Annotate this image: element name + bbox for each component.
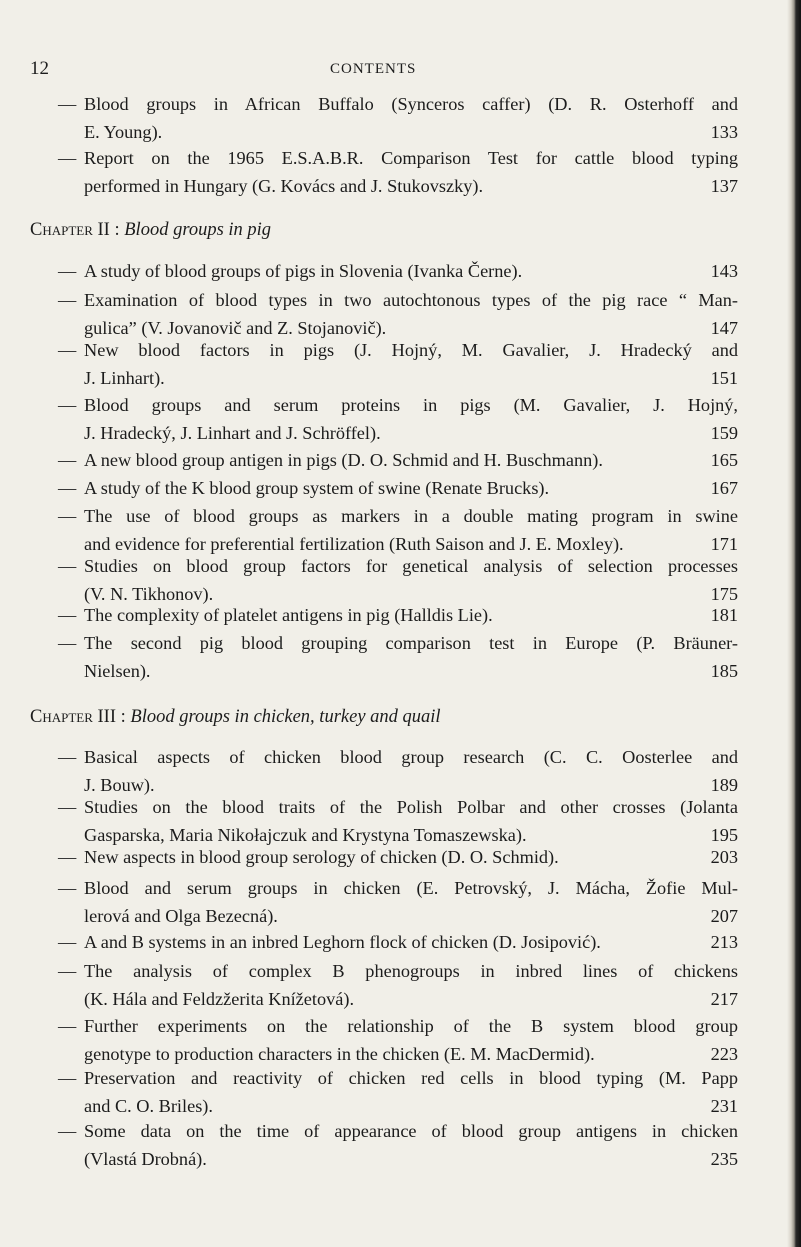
entry-line: Report on the 1965 E.S.A.B.R. Comparison Test for cattle blood typing [84, 148, 738, 168]
toc-entry [58, 446, 738, 474]
entry-dash: — [58, 1068, 77, 1088]
entry-line: The use of blood groups as markers in a double mating program in swine [84, 506, 738, 526]
entry-line: The analysis of complex B phenogroups in inbred lines of chickens [84, 961, 738, 981]
chapter-label: Chapter II : [30, 220, 125, 240]
entry-dash: — [58, 395, 77, 415]
entry-dash: — [58, 878, 77, 898]
toc-entry [58, 874, 738, 930]
page-ref: 151 [710, 368, 738, 388]
entry-line: (V. N. Tikhonov). 175 [84, 580, 738, 608]
entry-line: A new blood group antigen in pigs (D. O. Schmid and H. Buschmann). 165 [84, 446, 738, 474]
page-ref: 223 [710, 1044, 738, 1064]
page-ref: 167 [710, 478, 738, 498]
toc-entry [58, 957, 738, 1013]
page-edge [787, 0, 801, 1247]
running-head: CONTENTS [330, 61, 417, 77]
entry-line: Further experiments on the relationship of the B system blood group [84, 1016, 738, 1036]
entry-dash: — [58, 556, 77, 576]
chapter-label: Chapter III : [30, 707, 131, 727]
toc-entry [58, 743, 738, 799]
page-ref: 181 [710, 605, 738, 625]
toc-entry [58, 793, 738, 849]
entry-line: gulica” (V. Jovanovič and Z. Stojanovič). 147 [84, 314, 738, 342]
toc-entry [58, 286, 738, 342]
toc-entry [58, 391, 738, 447]
entry-line: and C. O. Briles). 231 [84, 1092, 738, 1120]
entry-line: J. Linhart). 151 [84, 364, 738, 392]
entry-dash: — [58, 290, 77, 310]
page-number: 12 [30, 58, 49, 79]
entry-dash: — [58, 340, 77, 360]
page-ref: 189 [710, 775, 738, 795]
entry-line: The second pig blood grouping comparison test in Europe (P. Bräuner- [84, 633, 738, 653]
page-ref: 217 [710, 989, 738, 1009]
entry-line: Preservation and reactivity of chicken red cells in blood typing (M. Papp [84, 1068, 738, 1088]
entry-line: New aspects in blood group serology of chicken (D. O. Schmid). 203 [84, 843, 738, 871]
entry-line: and evidence for preferential fertilization (Ruth Saison and J. E. Moxley). 171 [84, 530, 738, 558]
entry-line: New blood factors in pigs (J. Hojný, M. Gavalier, J. Hradecký and [84, 340, 738, 360]
page-ref: 231 [710, 1096, 738, 1116]
entry-line: A study of blood groups of pigs in Slovenia (Ivanka Černe). 143 [84, 257, 738, 285]
toc-entry [58, 474, 738, 502]
entry-line: Studies on the blood traits of the Polish Polbar and other crosses (Jolanta [84, 797, 738, 817]
entry-dash: — [58, 261, 77, 281]
toc-entry [58, 336, 738, 392]
page-ref: 171 [710, 534, 738, 554]
toc-entry [58, 928, 738, 956]
entry-line: The complexity of platelet antigens in pig (Halldis Lie). 181 [84, 601, 738, 629]
entry-dash: — [58, 961, 77, 981]
page-ref: 185 [710, 661, 738, 681]
entry-line: genotype to production characters in the chicken (E. M. MacDermid). 223 [84, 1040, 738, 1068]
page-ref: 137 [710, 176, 738, 196]
entry-dash: — [58, 932, 77, 952]
entry-dash: — [58, 450, 77, 470]
toc-entry [58, 843, 738, 871]
entry-dash: — [58, 747, 77, 767]
entry-line: Blood groups and serum proteins in pigs (M. Gavalier, J. Hojný, [84, 395, 738, 415]
page-ref: 235 [710, 1149, 738, 1169]
toc-entry [58, 552, 738, 608]
chapter-title: Blood groups in chicken, turkey and quail [130, 707, 441, 727]
entry-line: Gasparska, Maria Nikołajczuk and Krystyna Tomaszewska). 195 [84, 821, 738, 849]
entry-line: J. Hradecký, J. Linhart and J. Schröffel). 159 [84, 419, 738, 447]
toc-entry [58, 1064, 738, 1120]
entry-dash: — [58, 506, 77, 526]
page-ref: 195 [710, 825, 738, 845]
toc-entry [58, 144, 738, 200]
entry-dash: — [58, 1016, 77, 1036]
entry-dash: — [58, 1121, 77, 1141]
toc-entry [58, 257, 738, 285]
entry-line: Blood groups in African Buffalo (Synceros caffer) (D. R. Osterhoff and [84, 94, 738, 114]
toc-entry [58, 601, 738, 629]
toc-entry [58, 502, 738, 558]
entry-line: Some data on the time of appearance of blood group antigens in chicken [84, 1121, 738, 1141]
entry-line: E. Young). 133 [84, 118, 738, 146]
entry-line: (K. Hála and Feldzžerita Knížetová). 217 [84, 985, 738, 1013]
page-ref: 159 [710, 423, 738, 443]
entry-line: Blood and serum groups in chicken (E. Petrovský, J. Mácha, Žofie Mul- [84, 878, 738, 898]
page-ref: 207 [710, 906, 738, 926]
toc-entry [58, 1117, 738, 1173]
entry-line: Studies on blood group factors for genetical analysis of selection processes [84, 556, 738, 576]
entry-line: Nielsen). 185 [84, 657, 738, 685]
entry-line: Examination of blood types in two autochtonous types of the pig race “ Man- [84, 290, 738, 310]
entry-dash: — [58, 478, 77, 498]
entry-line: (Vlastá Drobná). 235 [84, 1145, 738, 1173]
page-ref: 175 [710, 584, 738, 604]
entry-dash: — [58, 847, 77, 867]
entry-dash: — [58, 633, 77, 653]
chapter-title: Blood groups in pig [124, 220, 272, 240]
entry-line: J. Bouw). 189 [84, 771, 738, 799]
entry-dash: — [58, 94, 77, 114]
entry-dash: — [58, 797, 77, 817]
entry-line: A and B systems in an inbred Leghorn flock of chicken (D. Josipović). 213 [84, 928, 738, 956]
page-ref: 203 [710, 847, 738, 867]
entry-dash: — [58, 605, 77, 625]
chapter-heading [30, 707, 441, 728]
page-header [30, 58, 730, 82]
page-ref: 165 [710, 450, 738, 470]
page-ref: 147 [710, 318, 738, 338]
entry-line: Basical aspects of chicken blood group research (C. C. Oosterlee and [84, 747, 738, 767]
toc-entry [58, 629, 738, 685]
page-ref: 213 [710, 932, 738, 952]
entry-line: lerová and Olga Bezecná). 207 [84, 902, 738, 930]
toc-entry [58, 90, 738, 146]
chapter-heading [30, 220, 271, 241]
page-ref: 133 [710, 122, 738, 142]
toc-entry [58, 1012, 738, 1068]
entry-line: performed in Hungary (G. Kovács and J. Stukovszky). 137 [84, 172, 738, 200]
entry-line: A study of the K blood group system of swine (Renate Brucks). 167 [84, 474, 738, 502]
entry-dash: — [58, 148, 77, 168]
page-ref: 143 [710, 261, 738, 281]
